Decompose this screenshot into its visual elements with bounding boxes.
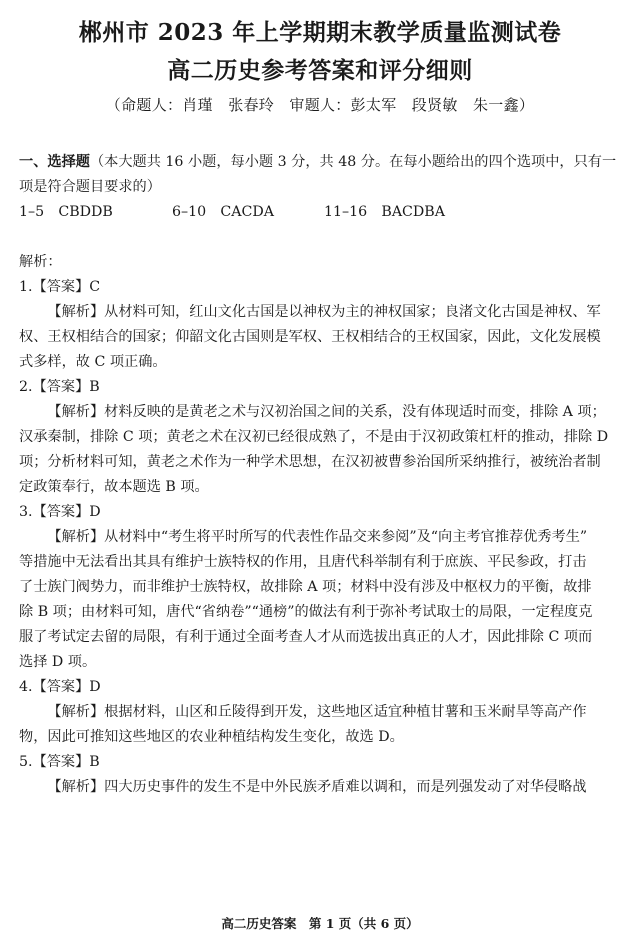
explanation-2-line: 【解析】材料反映的是黄老之术与汉初治国之间的关系，没有体现适时而变，排除 A 项；: [47, 404, 606, 420]
analysis-label: 解析：: [19, 254, 62, 270]
explanation-4-line: 【解析】根据材料，山区和丘陵得到开发，这些地区适宜种植甘薯和玉米耐旱等高产作: [47, 704, 587, 720]
document-subtitle: 高二历史参考答案和评分细则: [167, 57, 473, 84]
explanation-2-line: 项；分析材料可知，黄老之术作为一种学术思想，在汉初被曹参治国所采纳推行，被统治者制: [19, 454, 601, 470]
explanation-3-line: 服了考试定去留的局限，有利于通过全面考查人才从而选拔出真正的人才，因此排除 C 项而: [19, 629, 593, 645]
explanation-3-line: 选择 D 项。: [19, 654, 97, 670]
authors-line: （命题人：肖瑾 张春玲 审题人：彭太军 段贤敏 朱一鑫）: [105, 96, 535, 114]
explanation-4-line: 物，因此可推知这些地区的农业种植结构发生变化，故选 D。: [19, 729, 404, 745]
answer-5: 5.【答案】B: [19, 754, 100, 770]
answer-2: 2.【答案】B: [19, 379, 100, 395]
document-title: 郴州市 2023 年上学期期末教学质量监测试卷: [78, 19, 562, 46]
explanation-1-line: 【解析】从材料可知，红山文化古国是以神权为主的神权国家；良渚文化古国是神权、军: [47, 304, 601, 320]
explanation-3-line: 等措施中无法看出其具有维护士族特权的作用，且唐代科举制有利于庶族、平民参政，打击: [19, 554, 587, 570]
explanation-2-line: 汉承秦制，排除 C 项；黄老之术在汉初已经很成熟了，不是由于汉初政策杠杆的推动，排除 D: [19, 429, 609, 445]
explanation-1-line: 式多样，故 C 项正确。: [19, 354, 167, 370]
explanation-5-line: 【解析】四大历史事件的发生不是中外民族矛盾难以调和，而是列强发动了对华侵略战: [47, 779, 587, 795]
page-footer: 高二历史答案 第 1 页（共 6 页）: [221, 916, 419, 931]
section-1-instructions: 一、选择题（本大题共 16 小题，每小题 3 分，共 48 分。在每小题给出的四个选项中，只有一: [19, 154, 617, 170]
explanation-3-line: 除 B 项；由材料可知，唐代“省纳卷”“通榜”的做法有利于弥补考试取士的局限，一定程度克: [19, 604, 593, 620]
explanation-2-line: 定政策奉行，故本题选 B 项。: [19, 479, 209, 495]
section-1-instructions-cont: 项是符合题目要求的）: [19, 179, 161, 195]
section-1-heading: 一、选择题: [19, 154, 90, 170]
answer-key-row: [19, 200, 623, 225]
answer-1: 1.【答案】C: [19, 279, 101, 295]
answer-key-6-10: 6–10 CACDA: [172, 204, 274, 220]
answer-3: 3.【答案】D: [19, 504, 101, 520]
answer-4: 4.【答案】D: [19, 679, 101, 695]
answer-key-1-5: 1–5 CBDDB: [19, 204, 113, 220]
explanation-3-line: 【解析】从材料中“考生将平时所写的代表性作品交来参阅”及“向主考官推荐优秀考生”: [47, 529, 588, 545]
explanation-1-line: 权、王权相结合的国家；仰韶文化古国则是军权、王权相结合的王权国家，因此，文化发展模: [19, 329, 601, 345]
document-body: [19, 150, 623, 800]
answer-key-11-16: 11–16 BACDBA: [324, 204, 445, 220]
explanation-3-line: 了士族门阀势力，而非维护士族特权，故排除 A 项；材料中没有涉及中枢权力的平衡，故排: [19, 579, 592, 595]
